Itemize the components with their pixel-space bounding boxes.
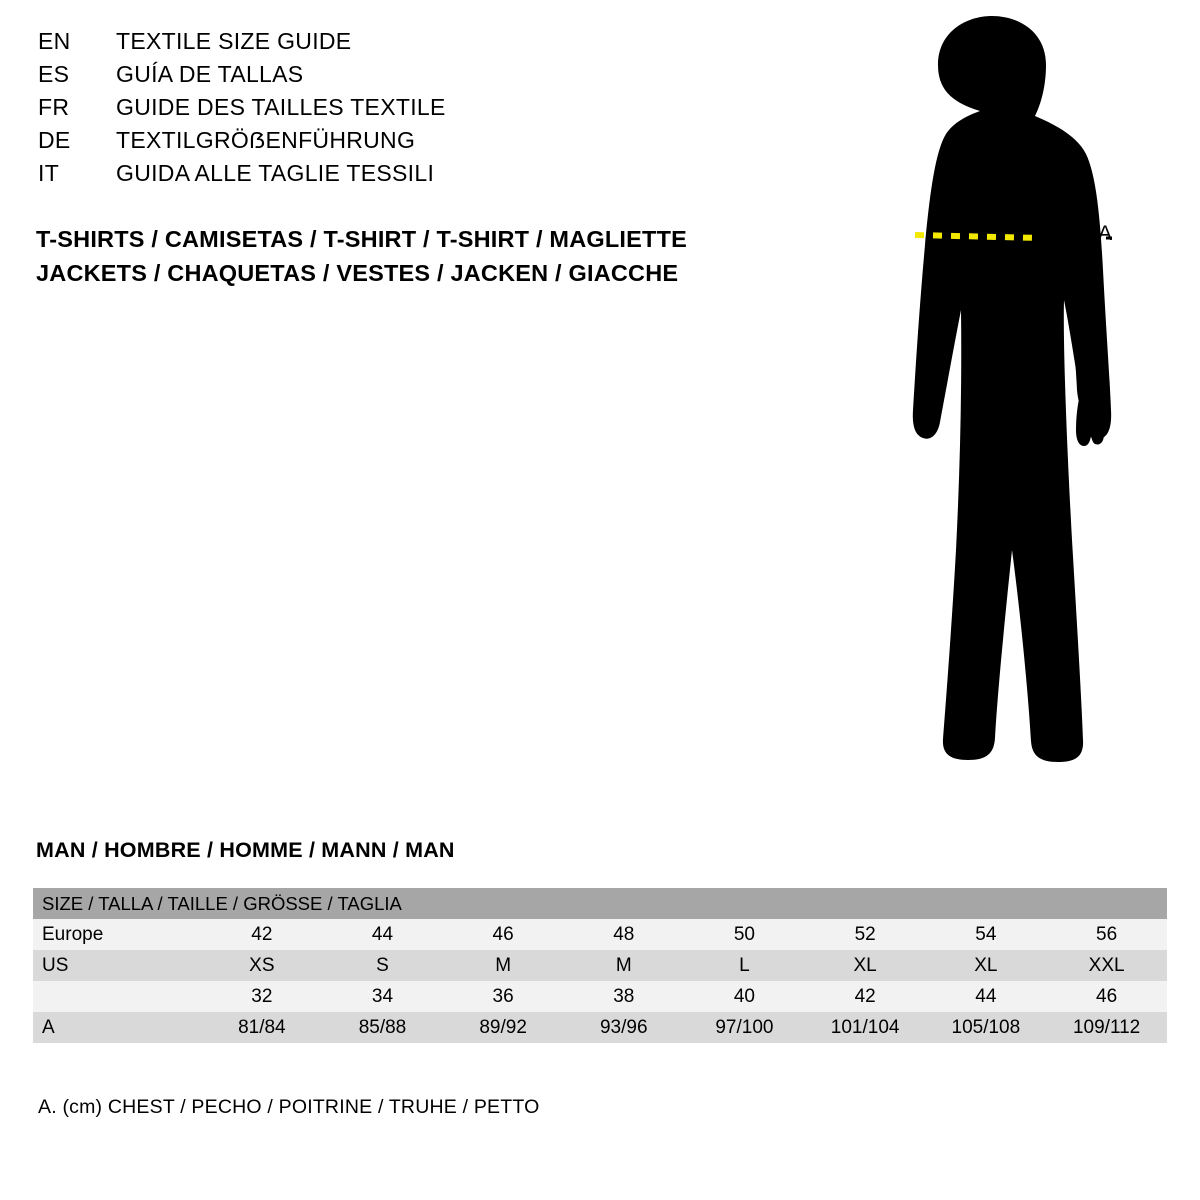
cell-value: 46 bbox=[443, 919, 564, 950]
category-jackets: JACKETS / CHAQUETAS / VESTES / JACKEN / GIACCHE bbox=[36, 260, 679, 286]
cell-value: S bbox=[322, 950, 443, 981]
row-label: A bbox=[33, 1012, 202, 1043]
size-table bbox=[33, 888, 1167, 1043]
row-label bbox=[33, 981, 202, 1012]
cell-value: 101/104 bbox=[805, 1012, 926, 1043]
cell-value: XL bbox=[926, 950, 1047, 981]
language-title: TEXTILE SIZE GUIDE bbox=[116, 28, 352, 54]
language-code: ES bbox=[38, 61, 70, 87]
cell-value: 93/96 bbox=[563, 1012, 684, 1043]
table-row bbox=[33, 950, 1167, 981]
chest-measure-label: A bbox=[1098, 222, 1113, 245]
cell-value: 54 bbox=[926, 919, 1047, 950]
language-title: TEXTILGRÖẞENFÜHRUNG bbox=[116, 127, 416, 153]
cell-value: 44 bbox=[926, 981, 1047, 1012]
language-row-de bbox=[38, 127, 738, 160]
cell-value: 46 bbox=[1046, 981, 1167, 1012]
cell-value: 50 bbox=[684, 919, 805, 950]
cell-value: XL bbox=[805, 950, 926, 981]
cell-value: 40 bbox=[684, 981, 805, 1012]
language-title: GUIDE DES TAILLES TEXTILE bbox=[116, 94, 446, 120]
cell-value: 38 bbox=[563, 981, 684, 1012]
language-title: GUIDA ALLE TAGLIE TESSILI bbox=[116, 160, 435, 186]
cell-value: 42 bbox=[805, 981, 926, 1012]
language-code: IT bbox=[38, 160, 60, 186]
cell-value: 97/100 bbox=[684, 1012, 805, 1043]
table-header-row bbox=[33, 888, 1167, 919]
cell-value: 44 bbox=[322, 919, 443, 950]
language-title: GUÍA DE TALLAS bbox=[116, 61, 304, 87]
cell-value: 48 bbox=[563, 919, 684, 950]
measurement-footnote: A. (cm) CHEST / PECHO / POITRINE / TRUHE / PETTO bbox=[38, 1096, 540, 1118]
table-row bbox=[33, 1012, 1167, 1043]
cell-value: XS bbox=[202, 950, 323, 981]
cell-value: 105/108 bbox=[926, 1012, 1047, 1043]
cell-value: M bbox=[563, 950, 684, 981]
cell-value: 85/88 bbox=[322, 1012, 443, 1043]
language-row-it bbox=[38, 160, 738, 193]
row-label: US bbox=[33, 950, 202, 981]
cell-value: M bbox=[443, 950, 564, 981]
cell-value: L bbox=[684, 950, 805, 981]
category-tshirts: T-SHIRTS / CAMISETAS / T-SHIRT / T-SHIRT / MAGLIETTE bbox=[36, 226, 687, 252]
cell-value: 32 bbox=[202, 981, 323, 1012]
garment-category-block bbox=[36, 222, 796, 290]
language-header-block bbox=[38, 28, 738, 193]
cell-value: XXL bbox=[1046, 950, 1167, 981]
language-code: DE bbox=[38, 127, 71, 153]
table-section-title: MAN / HOMBRE / HOMME / MANN / MAN bbox=[36, 838, 455, 862]
cell-value: 42 bbox=[202, 919, 323, 950]
language-row-fr bbox=[38, 94, 738, 127]
language-code: EN bbox=[38, 28, 71, 54]
language-code: FR bbox=[38, 94, 70, 120]
table-row bbox=[33, 981, 1167, 1012]
table-row bbox=[33, 919, 1167, 950]
cell-value: 52 bbox=[805, 919, 926, 950]
language-row-en bbox=[38, 28, 738, 61]
row-label: Europe bbox=[33, 919, 202, 950]
cell-value: 109/112 bbox=[1046, 1012, 1167, 1043]
cell-value: 36 bbox=[443, 981, 564, 1012]
cell-value: 81/84 bbox=[202, 1012, 323, 1043]
cell-value: 89/92 bbox=[443, 1012, 564, 1043]
table-header-label: SIZE / TALLA / TAILLE / GRÖSSE / TAGLIA bbox=[33, 888, 1167, 919]
language-row-es bbox=[38, 61, 738, 94]
cell-value: 34 bbox=[322, 981, 443, 1012]
cell-value: 56 bbox=[1046, 919, 1167, 950]
body-silhouette-figure bbox=[820, 10, 1190, 800]
man-silhouette-icon bbox=[913, 16, 1111, 762]
